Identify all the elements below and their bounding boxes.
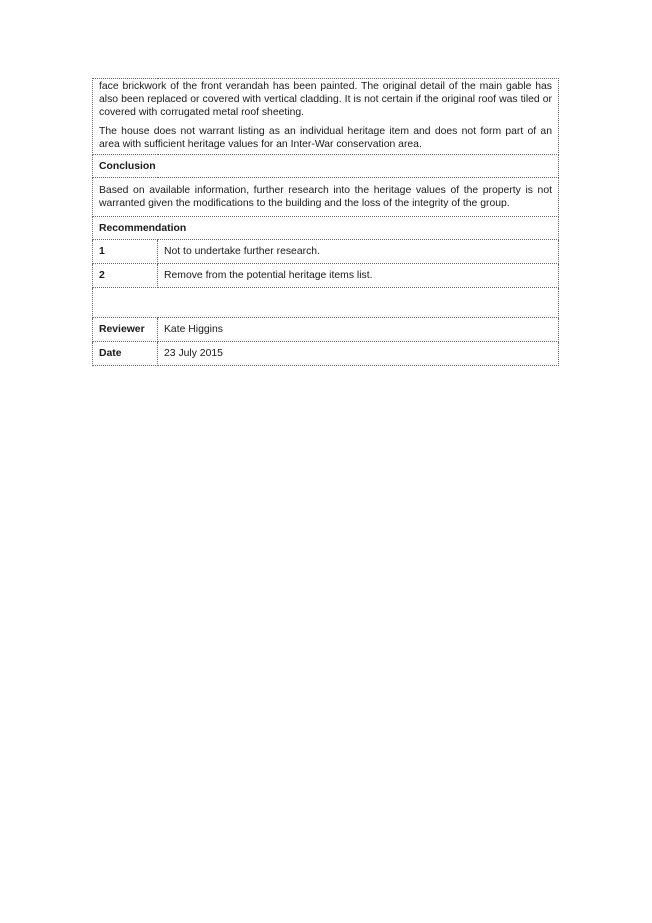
- spacer-cell: [93, 288, 559, 318]
- reviewer-value: Kate Higgins: [158, 318, 559, 342]
- intro-row: [93, 79, 559, 155]
- recommendation-number: 2: [93, 264, 158, 288]
- date-value: 23 July 2015: [158, 342, 559, 366]
- date-row: [93, 342, 559, 366]
- spacer-row: [93, 288, 559, 318]
- conclusion-heading: Conclusion: [93, 155, 559, 178]
- reviewer-row: [93, 318, 559, 342]
- recommendation-heading-row: [93, 217, 559, 240]
- listing-paragraph: The house does not warrant listing as an individual heritage item and does not form part of an area with sufficient heritage values for an Inter-War conservation area.: [99, 126, 552, 150]
- recommendation-item: [93, 264, 559, 288]
- intro-paragraph: face brickwork of the front verandah has been painted. The original detail of the main gable has also been replaced or covered with vertical cladding. It is not certain if the original roof was tiled or covered with corrugated metal roof sheeting.: [99, 81, 552, 118]
- reviewer-label: Reviewer: [93, 318, 158, 342]
- date-label: Date: [93, 342, 158, 366]
- conclusion-body: [93, 178, 559, 217]
- heritage-assessment-table: [92, 78, 559, 366]
- conclusion-text: Based on available information, further research into the heritage values of the property is not warranted given the modifications to the building and the loss of the integrity of the group.: [99, 185, 552, 209]
- recommendation-text: Remove from the potential heritage items list.: [158, 264, 559, 288]
- recommendation-item: [93, 240, 559, 264]
- conclusion-heading-row: [93, 155, 559, 178]
- conclusion-body-row: [93, 178, 559, 217]
- recommendation-heading: Recommendation: [93, 217, 559, 240]
- recommendation-number: 1: [93, 240, 158, 264]
- intro-cell: [93, 79, 559, 155]
- recommendation-text: Not to undertake further research.: [158, 240, 559, 264]
